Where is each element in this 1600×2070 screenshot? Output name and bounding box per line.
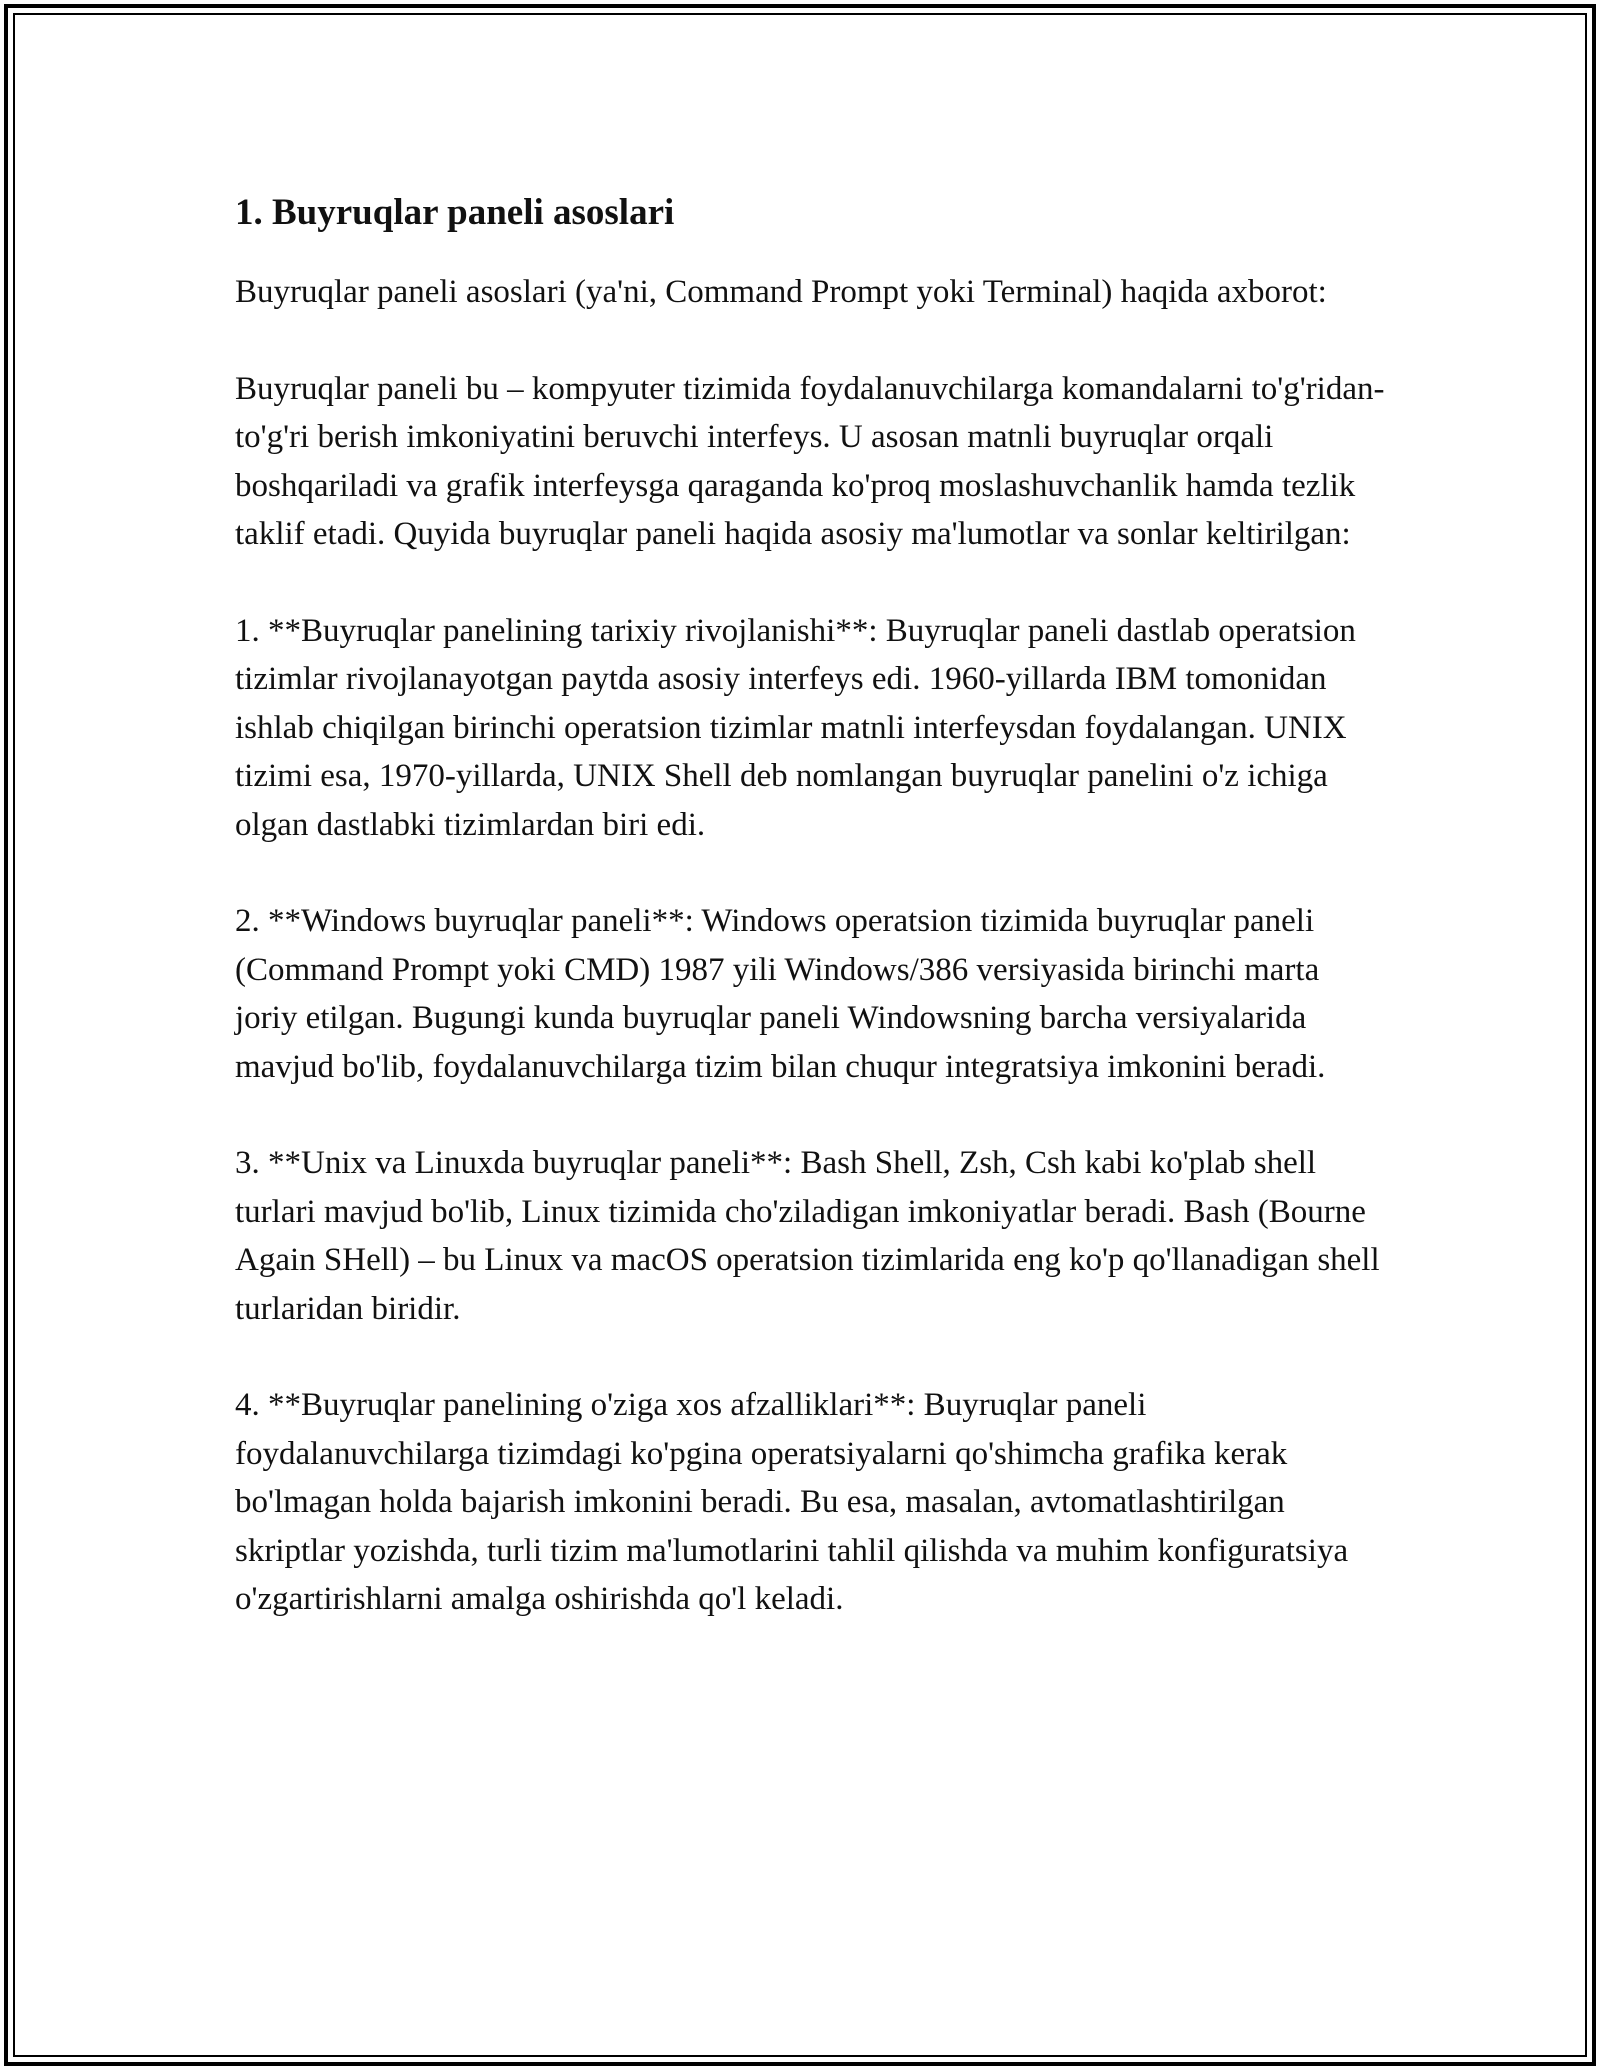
advantages-paragraph: 4. **Buyruqlar panelining o'ziga xos afzalliklari**: Buyruqlar paneli foydalanuvchilarga tizimdagi ko'pgina operatsiyalarni qo'shimcha grafika kerak bo'lmagan holda bajarish imkonini beradi. Bu esa, masalan, avtomatlashtirilgan skriptlar yozishda, turli tizim ma'lumotlarini tahlil qilishda va muhim konfiguratsiya o'zgartirishlarni amalga oshirishda qo'l keladi. <box>235 1387 1349 1617</box>
document-body <box>235 188 1385 1672</box>
document-title: 1. Buyruqlar paneli asoslari <box>235 192 675 233</box>
unix-linux-paragraph: 3. **Unix va Linuxda buyruqlar paneli**: Bash Shell, Zsh, Csh kabi ko'plab shell turlari mavjud bo'lib, Linux tizimida cho'ziladigan imkoniyatlar beradi. Bash (Bourne Again SHell) – bu Linux va macOS operatsion tizimlarida eng ko'p qo'llanadigan shell turlaridan biridir. <box>235 1145 1380 1327</box>
windows-paragraph: 2. **Windows buyruqlar paneli**: Windows operatsion tizimida buyruqlar paneli (Command Prompt yoki CMD) 1987 yili Windows/386 versiyasida birinchi marta joriy etilgan. Bugungi kunda buyruqlar paneli Windowsning barcha versiyalarida mavjud bo'lib, foydalanuvchilarga tizim bilan chuqur integratsiya imkonini beradi. <box>235 903 1326 1085</box>
history-paragraph: 1. **Buyruqlar panelining tarixiy rivojlanishi**: Buyruqlar paneli dastlab operatsion tizimlar rivojlanayotgan paytda asosiy interfeys edi. 1960-yillarda IBM tomonidan ishlab chiqilgan birinchi operatsion tizimlar matnli interfeysdan foydalangan. UNIX tizimi esa, 1970-yillarda, UNIX Shell deb nomlangan buyruqlar panelini o'z ichiga olgan dastlabki tizimlardan biri edi. <box>235 612 1356 843</box>
definition-paragraph: Buyruqlar paneli bu – kompyuter tizimida foydalanuvchilarga komandalarni to'g'ridan-to'g'ri berish imkoniyatini beruvchi interfeys. U asosan matnli buyruqlar orqali boshqariladi va grafik interfeysga qaraganda ko'proq moslashuvchanlik hamda tezlik taklif etadi. Quyida buyruqlar paneli haqida asosiy ma'lumotlar va sonlar keltirilgan: <box>235 370 1385 552</box>
intro-paragraph: Buyruqlar paneli asoslari (ya'ni, Command Prompt yoki Terminal) haqida axborot: <box>235 274 1327 310</box>
